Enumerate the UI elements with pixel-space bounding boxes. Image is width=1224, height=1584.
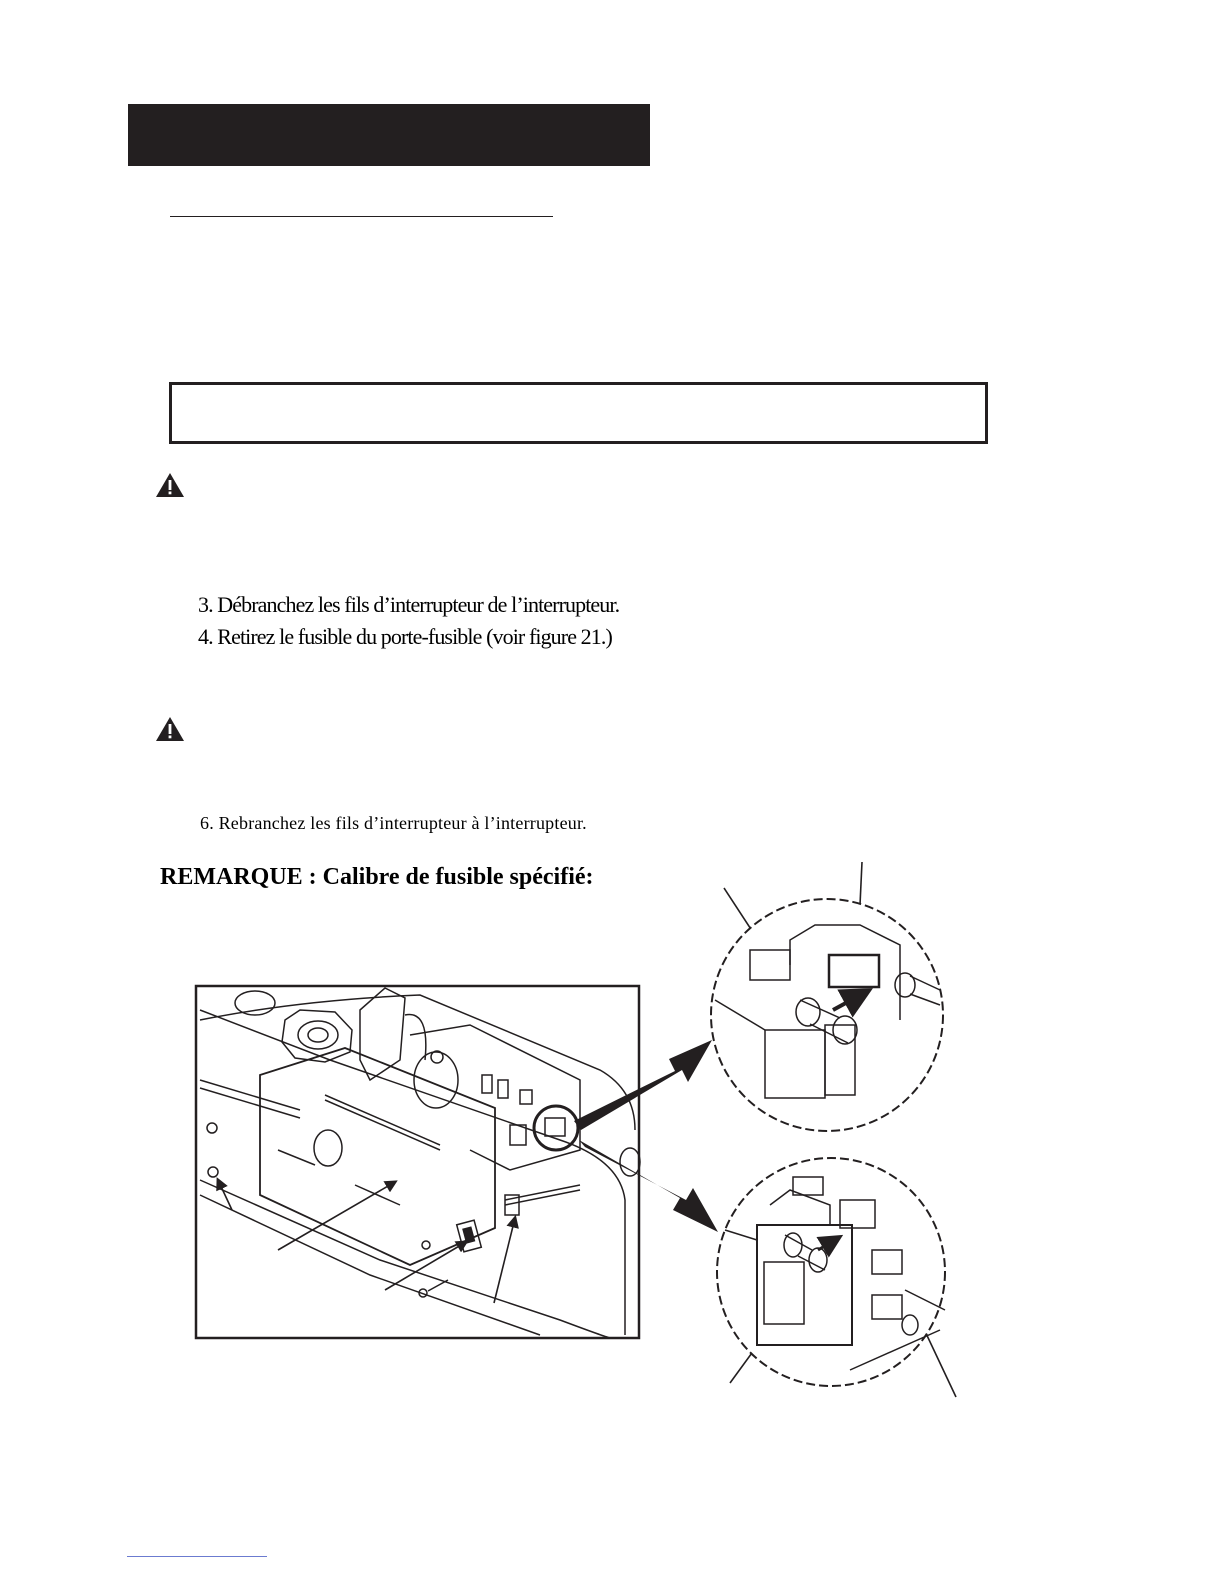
main-illustration (196, 986, 640, 1338)
remarque-fuse-rating: REMARQUE : Calibre de fusible spécifié: (160, 864, 594, 890)
instruction-step-4: 4. Retirez le fusible du porte-fusible (voir figure 21.) (198, 624, 612, 649)
detail-circle-top (711, 899, 943, 1131)
detail-circle-bottom (717, 1158, 945, 1386)
instruction-step-3: 3. Débranchez les fils d’interrupteur de l’interrupteur. (198, 592, 620, 617)
instruction-step-6: 6. Rebranchez les fils d’interrupteur à l’interrupteur. (200, 813, 587, 833)
footer-link-rule (127, 1556, 267, 1557)
